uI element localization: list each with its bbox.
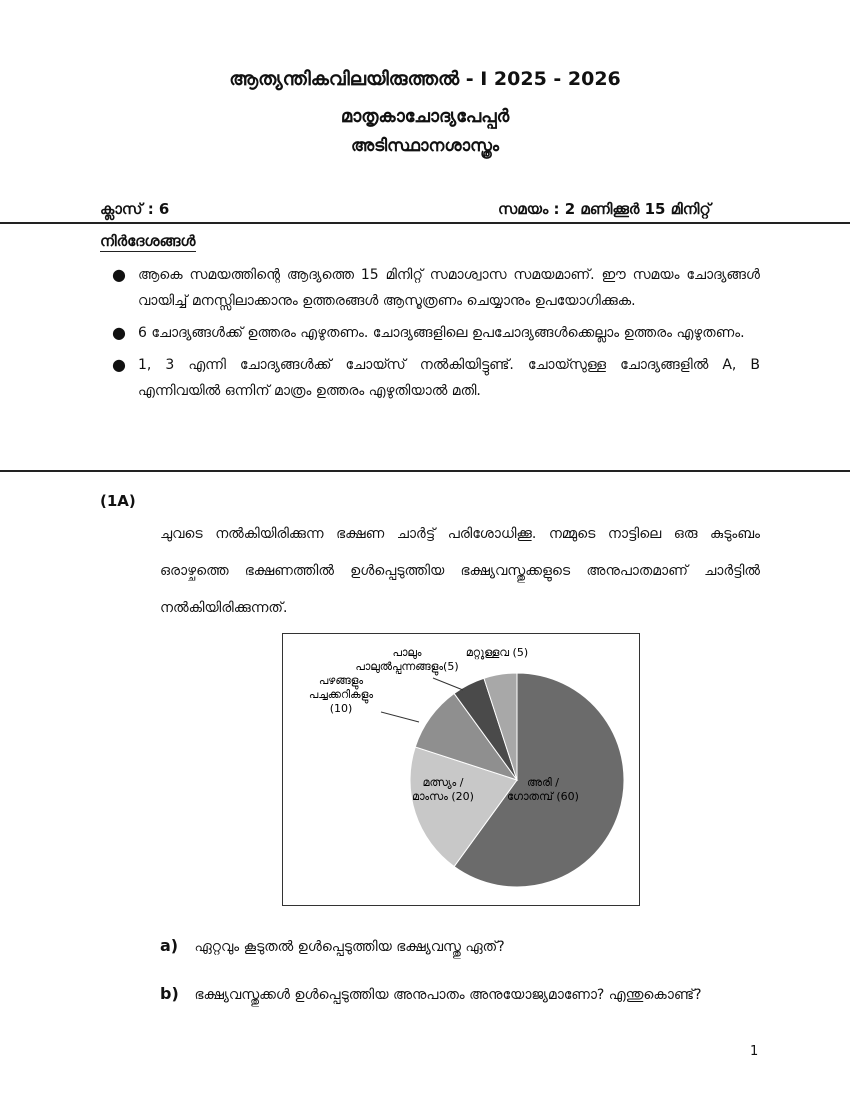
page-number: 1 xyxy=(750,1044,759,1059)
subquestion-text: ഭക്ഷ്യവസ്തുക്കൾ ഉൾപ്പെടുത്തിയ അനുപാതം അനുയോജ്യമാണോ? എന്തുകൊണ്ട്? xyxy=(194,987,702,1003)
time-label: സമയം : 2 മണിക്കൂർ 15 മിനിറ്റ് xyxy=(498,200,711,218)
instructions-heading: നിർദേശങ്ങൾ xyxy=(100,232,196,250)
exam-title: ആത്യന്തികവിലയിരുത്തൽ - I 2025 - 2026 xyxy=(229,68,621,90)
instruction-text: 6 ചോദ്യങ്ങൾക്ക് ഉത്തരം എഴുതണം. ചോദ്യങ്ങളിലെ ഉപചോദ്യങ്ങൾക്കെല്ലാം ഉത്തരം എഴുതണം. xyxy=(138,325,745,341)
class-label: ക്ലാസ് : 6 xyxy=(100,200,170,218)
slice-label: മത്സ്യം / മാംസം (20) xyxy=(412,776,474,803)
instruction-text: ആകെ സമയത്തിന്റെ ആദ്യത്തെ 15 മിനിറ്റ് സമാശ്വാസ സമയമാണ്. ഈ സമയം ചോദ്യങ്ങൾ വായിച്ച് മനസ്സിലാക്കാനും ഉത്തരങ്ങൾ ആസൂത്രണം ചെയ്യാനും ഉപയോഗിക്കുക. xyxy=(138,267,760,309)
bullet-icon: ● xyxy=(112,323,126,342)
question-number: (1A) xyxy=(100,492,136,510)
bullet-icon: ● xyxy=(112,265,126,284)
header-divider xyxy=(0,222,850,224)
paper-subtitle: മാതൃകാചോദ്യപേപ്പർ xyxy=(340,106,510,127)
instruction-item xyxy=(110,352,760,404)
food-pie-chart xyxy=(282,633,640,906)
subject-title: അടിസ്ഥാനശാസ്ത്രം xyxy=(350,136,499,156)
pie-chart-svg xyxy=(283,634,639,905)
slice-label: മറ്റുള്ളവ (5) xyxy=(465,646,529,659)
instructions-divider xyxy=(0,470,850,472)
subquestion-label: b) xyxy=(160,984,179,1003)
bullet-icon: ● xyxy=(112,355,126,374)
instruction-item xyxy=(110,320,760,346)
subquestion-a xyxy=(160,936,505,955)
leader-line xyxy=(381,712,419,722)
slice-label: അരി / ഗോതമ്പ് (60) xyxy=(507,776,579,803)
subquestion-b xyxy=(160,976,760,1013)
instructions-list xyxy=(110,262,760,410)
subquestion-label: a) xyxy=(160,936,179,955)
leader-line xyxy=(433,678,463,690)
slice-label: പാലും പാലുൽപ്പന്നങ്ങളും(5) xyxy=(355,646,459,673)
subquestion-text: ഏറ്റവും കൂടുതൽ ഉൾപ്പെടുത്തിയ ഭക്ഷ്യവസ്തു ഏത്? xyxy=(194,939,505,955)
slice-label: പഴങ്ങളും പച്ചക്കറികളും (10) xyxy=(308,674,374,715)
instruction-text: 1, 3 എന്നി ചോദ്യങ്ങൾക്ക് ചോയ്സ് നൽകിയിട്ടുണ്ട്. ചോയ്സുള്ള ചോദ്യങ്ങളിൽ A, B എന്നിവയിൽ ഒന്നിന് മാത്രം ഉത്തരം എഴുതിയാൽ മതി. xyxy=(138,357,760,399)
question-text: ചുവടെ നൽകിയിരിക്കുന്ന ഭക്ഷണ ചാർട്ട് പരിശോധിക്കൂ. നമ്മുടെ നാട്ടിലെ ഒരു കുടുംബം ഒരാഴ്ചത്തെ ഭക്ഷണത്തിൽ ഉൾപ്പെടുത്തിയ ഭക്ഷ്യവസ്തുക്കളുടെ അനുപാതമാണ് ചാർട്ടിൽ നൽകിയിരിക്കുന്നത്. xyxy=(160,526,760,616)
instruction-item xyxy=(110,262,760,314)
